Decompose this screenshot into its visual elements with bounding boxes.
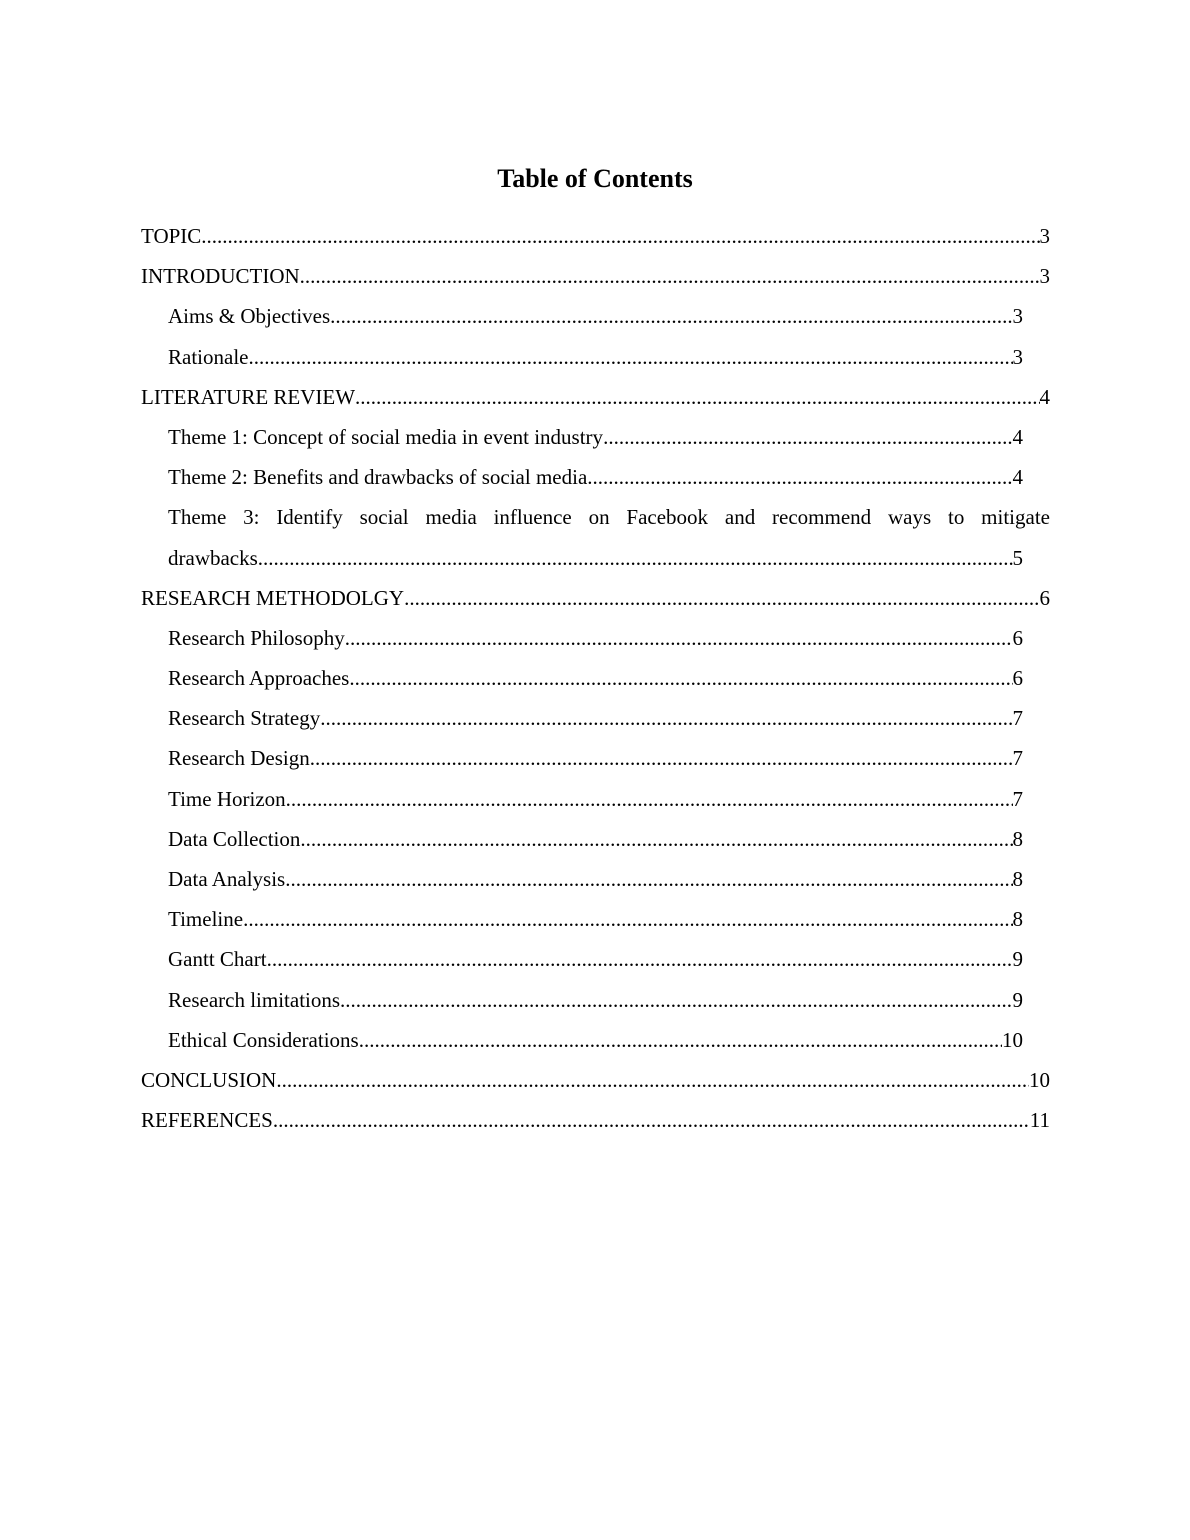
toc-entry-label-line-2: drawbacks xyxy=(168,545,258,570)
toc-entry-label: Time Horizon xyxy=(168,786,286,811)
toc-entry-label: INTRODUCTION xyxy=(141,264,300,289)
toc-entry-label: Research Design xyxy=(168,746,310,771)
toc-entry-label: REFERENCES xyxy=(141,1108,273,1133)
toc-entry-label: RESEARCH METHODOLGY xyxy=(141,585,405,610)
toc-page-number: 6 xyxy=(1012,666,1023,691)
toc-leader-dots xyxy=(340,980,1012,1020)
toc-leader-dots xyxy=(300,819,1012,859)
toc-leader-dots xyxy=(201,216,1039,256)
toc-entry-label: TOPIC xyxy=(141,224,202,248)
toc-page-number: 4 xyxy=(1012,465,1023,490)
toc-entry-label: Data Collection xyxy=(168,826,301,851)
toc-leader-dots xyxy=(330,296,1012,336)
toc-page-number: 3 xyxy=(1012,344,1023,369)
toc-entry-theme-1[interactable] xyxy=(168,417,1023,457)
toc-entry-label: LITERATURE REVIEW xyxy=(141,384,356,409)
toc-leader-dots xyxy=(349,658,1012,698)
toc-page-number: 9 xyxy=(1012,987,1023,1012)
toc-entry-label: Research Strategy xyxy=(168,706,321,731)
toc-entry-label: Gantt Chart xyxy=(168,947,267,972)
toc-page-number: 8 xyxy=(1012,867,1023,891)
toc-entry-label: Aims & Objectives xyxy=(168,304,331,329)
toc-entry-research-design[interactable] xyxy=(168,738,1023,778)
toc-leader-dots xyxy=(404,578,1039,618)
toc-entry-ethical-considerations[interactable] xyxy=(168,1020,1023,1060)
toc-leader-dots xyxy=(300,256,1040,296)
toc-leader-dots xyxy=(603,417,1012,457)
toc-leader-dots xyxy=(286,779,1013,819)
toc-entry-label-line-2-row xyxy=(168,538,1023,578)
toc-page-number: 8 xyxy=(1012,907,1023,932)
toc-page-number: 9 xyxy=(1012,947,1023,972)
toc-entry-label: Ethical Considerations xyxy=(168,1027,359,1052)
toc-page-number: 6 xyxy=(1039,585,1050,610)
toc-page-number: 3 xyxy=(1012,304,1023,329)
toc-entry-references[interactable] xyxy=(141,1100,1050,1140)
toc-list xyxy=(141,216,1050,1140)
toc-entry-topic[interactable] xyxy=(141,216,1050,256)
toc-entry-label: Rationale xyxy=(168,344,249,369)
toc-page-number: 10 xyxy=(1029,1067,1050,1092)
toc-leader-dots xyxy=(310,738,1013,778)
toc-entry-label: Timeline xyxy=(168,907,244,932)
toc-leader-dots xyxy=(355,377,1039,417)
toc-entry-label-line-1: Theme 3: Identify social media influence on Facebook and recommend ways to mitigate xyxy=(168,505,1050,530)
toc-entry-aims-objectives[interactable] xyxy=(168,296,1023,336)
toc-entry-label: CONCLUSION xyxy=(141,1067,277,1092)
toc-entry-label: Research Approaches xyxy=(168,666,350,691)
toc-leader-dots xyxy=(320,698,1012,738)
toc-page-number: 5 xyxy=(1012,545,1023,570)
toc-page-number: 11 xyxy=(1029,1108,1050,1133)
toc-page-number: 4 xyxy=(1039,384,1050,409)
toc-leader-dots xyxy=(248,337,1012,377)
toc-entry-research-methodology[interactable] xyxy=(141,578,1050,618)
toc-entry-label: Data Analysis xyxy=(168,867,286,891)
toc-leader-dots xyxy=(587,457,1012,497)
toc-entry-introduction[interactable] xyxy=(141,256,1050,296)
toc-leader-dots xyxy=(276,1060,1029,1100)
toc-entry-label: Theme 2: Benefits and drawbacks of social media xyxy=(168,465,588,490)
toc-entry-research-strategy[interactable] xyxy=(168,698,1023,738)
toc-page-number: 3 xyxy=(1039,264,1050,289)
toc-entry-label: Research limitations xyxy=(168,987,341,1012)
toc-page-number: 7 xyxy=(1012,706,1023,731)
toc-entry-timeline[interactable] xyxy=(168,899,1023,939)
toc-leader-dots xyxy=(258,538,1013,578)
toc-page-number: 6 xyxy=(1012,625,1023,650)
toc-leader-dots xyxy=(345,618,1013,658)
toc-entry-label: Research Philosophy xyxy=(168,625,345,650)
toc-leader-dots xyxy=(267,939,1013,979)
toc-page-number: 3 xyxy=(1039,224,1050,248)
toc-page-number: 4 xyxy=(1012,424,1023,449)
toc-entry-data-analysis[interactable] xyxy=(168,859,1023,899)
toc-leader-dots xyxy=(359,1020,1002,1060)
toc-entry-literature-review[interactable] xyxy=(141,377,1050,417)
toc-entry-research-philosophy[interactable] xyxy=(168,618,1023,658)
toc-page-number: 7 xyxy=(1012,786,1023,811)
toc-entry-data-collection[interactable] xyxy=(168,819,1023,859)
toc-entry-research-limitations[interactable] xyxy=(168,980,1023,1020)
toc-entry-label: Theme 1: Concept of social media in event industry xyxy=(168,424,604,449)
toc-leader-dots xyxy=(273,1100,1030,1140)
toc-entry-gantt-chart[interactable] xyxy=(168,939,1023,979)
toc-entry-research-approaches[interactable] xyxy=(168,658,1023,698)
toc-title: Table of Contents xyxy=(497,164,693,193)
toc-leader-dots xyxy=(285,859,1012,899)
toc-leader-dots xyxy=(243,899,1012,939)
toc-page-number: 10 xyxy=(1002,1027,1023,1052)
toc-entry-conclusion[interactable] xyxy=(141,1060,1050,1100)
toc-page-number: 8 xyxy=(1012,826,1023,851)
toc-page-number: 7 xyxy=(1012,746,1023,771)
toc-entry-theme-3[interactable] xyxy=(141,497,1050,577)
toc-entry-time-horizon[interactable] xyxy=(168,779,1023,819)
toc-entry-theme-2[interactable] xyxy=(168,457,1023,497)
toc-entry-rationale[interactable] xyxy=(168,337,1023,377)
